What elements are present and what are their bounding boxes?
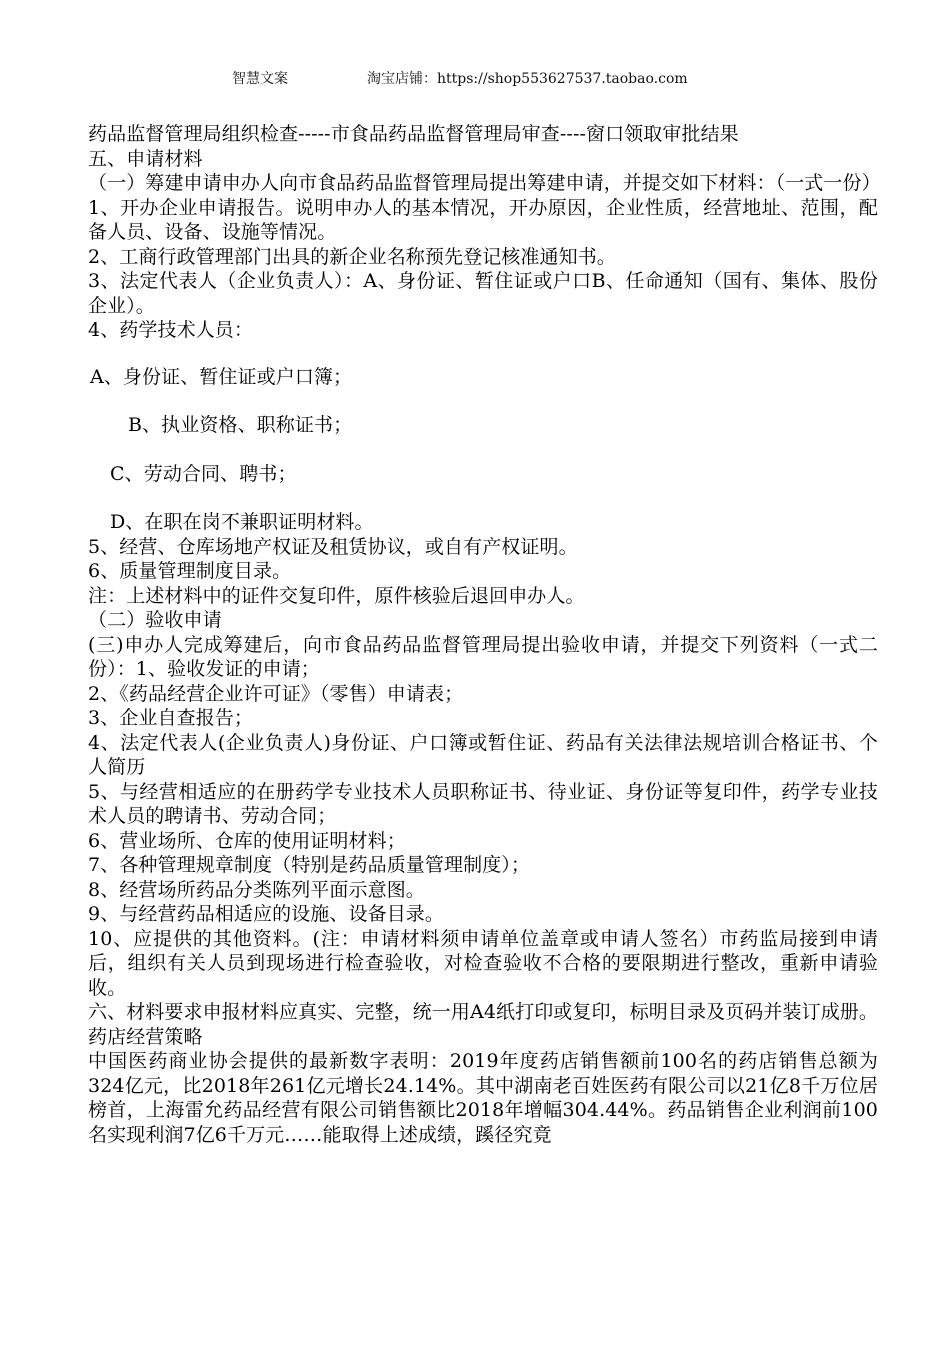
paragraph-acceptance-request: (三)申办人完成筹建后，向市食品药品监督管理局提出验收申请，并提交下列资料（一式二份）：1、验收发证的申请； bbox=[88, 633, 878, 680]
list-item-3: 3、法定代表人（企业负责人）：A、身份证、暂住证或户口B、任命通知（国有、集体、股份企业）。 bbox=[88, 270, 878, 317]
acceptance-item-10: 10、应提供的其他资料。(注：申请材料须申请单位盖章或申请人签名）市药监局接到申请后，组织有关人员到现场进行检查验收，对检查验收不合格的要限期进行整改，重新申请验收。 bbox=[88, 927, 878, 999]
heading-pharmacy-strategy: 药店经营策略 bbox=[88, 1025, 203, 1048]
list-item-6: 6、质量管理制度目录。 bbox=[88, 560, 292, 582]
header-brand: 智慧文案 bbox=[232, 71, 288, 87]
heading-section-6: 六、材料要求申报材料应真实、完整，统一用A4纸打印或复印，标明目录及页码并装订成册。 bbox=[88, 1001, 879, 1023]
acceptance-item-7: 7、各种管理规章制度（特别是药品质量管理制度）； bbox=[88, 854, 530, 876]
sub-item-c: C、劳动合同、聘书； bbox=[110, 462, 297, 485]
sub-item-a: A、身份证、暂住证或户口簿； bbox=[90, 365, 353, 388]
heading-acceptance: （二）验收申请 bbox=[88, 609, 222, 631]
acceptance-item-8: 8、经营场所药品分类陈列平面示意图。 bbox=[88, 878, 425, 901]
header-shop-url: 淘宝店铺：https://shop553627537.taobao.com bbox=[367, 71, 688, 87]
acceptance-item-2: 2、《药品经营企业许可证》（零售）申请表； bbox=[88, 682, 464, 705]
acceptance-item-9: 9、与经营药品相适应的设施、设备目录。 bbox=[88, 903, 444, 925]
sub-item-d: D、在职在岗不兼职证明材料。 bbox=[110, 511, 374, 533]
note: 注：上述材料中的证件交复印件，原件核验后退回申办人。 bbox=[88, 584, 585, 607]
paragraph-process: 药品监督管理局组织检查-----市食品药品监督管理局审查----窗口领取审批结果 bbox=[88, 123, 739, 145]
list-item-4: 4、药学技术人员： bbox=[88, 319, 253, 341]
acceptance-item-6: 6、营业场所、仓库的使用证明材料； bbox=[88, 829, 406, 852]
paragraph-prep-application: （一）筹建申请申办人向市食品药品监督管理局提出筹建申请，并提交如下材料：（一式一份） bbox=[88, 172, 881, 194]
document-body bbox=[88, 122, 881, 1147]
acceptance-item-5: 5、与经营相适应的在册药学专业技术人员职称证书、待业证、身份证等复印件，药学专业技术人员的聘请书、劳动合同； bbox=[88, 780, 878, 827]
heading-section-5: 五、申请材料 bbox=[88, 147, 203, 170]
list-item-1: 1、开办企业申请报告。说明申办人的基本情况，开办原因，企业性质，经营地址、范围，配备人员、设备、设施等情况。 bbox=[88, 196, 878, 243]
list-item-5: 5、经营、仓库场地产权证及租赁协议，或自有产权证明。 bbox=[88, 535, 578, 558]
list-item-2: 2、工商行政管理部门出具的新企业名称预先登记核准通知书。 bbox=[88, 245, 616, 268]
acceptance-item-4: 4、法定代表人(企业负责人)身份证、户口簿或暂住证、药品有关法律法规培训合格证书、个人简历 bbox=[88, 731, 878, 778]
sub-item-b: B、执业资格、职称证书； bbox=[128, 414, 353, 436]
paragraph-statistics: 中国医药商业协会提供的最新数字表明：2019年度药店销售额前100名的药店销售总额为324亿元，比2018年261亿元增长24.14%。其中湖南老百姓医药有限公司以21亿8千万位居榜首，上海雷允药品经营有限公司销售额比2018年增幅304.44%。药品销售企业利润前100名实现利润7亿6千万元……能取得上述成绩，蹊径究竟 bbox=[88, 1050, 878, 1146]
acceptance-item-3: 3、企业自查报告； bbox=[88, 707, 253, 729]
